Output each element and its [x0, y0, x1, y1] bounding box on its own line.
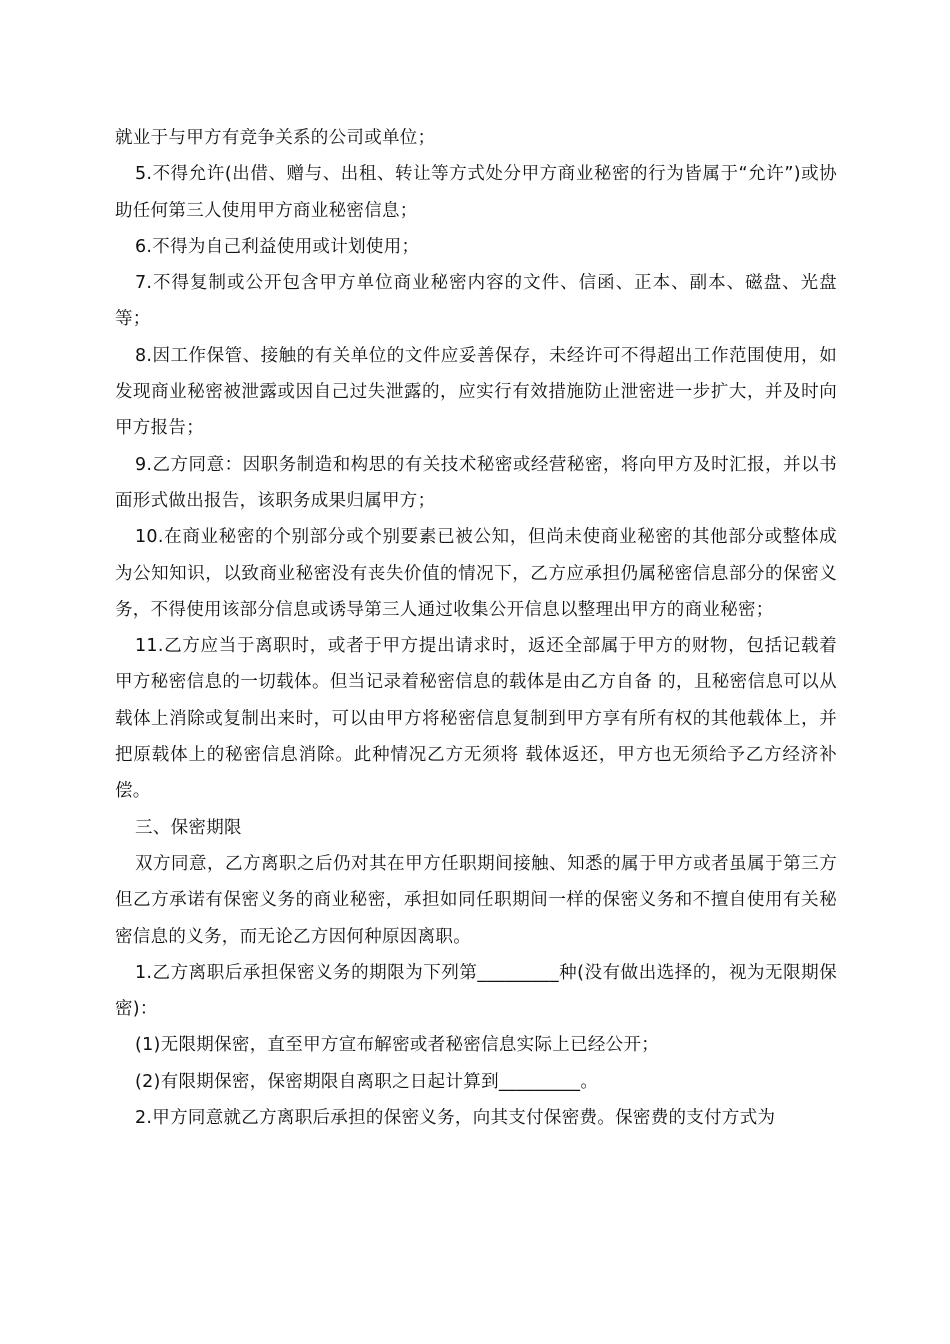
paragraph-clause-9: 9.乙方同意：因职务制造和构思的有关技术秘密或经营秘密，将向甲方及时汇报，并以书面形式做出报告，该职务成果归属甲方； — [115, 454, 837, 511]
paragraph-mutual-agreement: 双方同意，乙方离职之后仍对其在甲方任职期间接触、知悉的属于甲方或者虽属于第三方但乙方承诺有保密义务的商业秘密，承担如同任职期间一样的保密义务和不擅自使用有关秘密信息的义务，而无论乙方因何种原因离职。 — [115, 853, 837, 947]
paragraph-term-1: 1.乙方离职后承担保密义务的期限为下列第_________种(没有做出选择的，视为无限期保密)： — [115, 962, 837, 1020]
paragraph-term-2: 2.甲方同意就乙方离职后承担的保密义务，向其支付保密费。保密费的支付方式为 — [135, 1108, 776, 1129]
document-body — [115, 120, 837, 1136]
paragraph-clause-11: 11.乙方应当于离职时，或者于甲方提出请求时，返还全部属于甲方的财物，包括记载着甲方秘密信息的一切载体。但当记录着秘密信息的载体是由乙方自备 的，且秘密信息可以从载体上消除或复制出来时，可以由甲方将秘密信息复制到甲方享有所有权的其他载体上，并把原载体上的秘密信息消除。此种情况乙方无须将 载体返还，甲方也无须给予乙方经济补偿。 — [115, 636, 837, 802]
section-heading-confidentiality-period: 三、保密期限 — [135, 817, 242, 838]
paragraph-clause-5: 5.不得允许(出借、赠与、出租、转让等方式处分甲方商业秘密的行为皆属于“允许”)或协助任何第三人使用甲方商业秘密信息； — [115, 164, 837, 221]
paragraph-clause-10: 10.在商业秘密的个别部分或个别要素已被公知，但尚未使商业秘密的其他部分或整体成为公知知识，以致商业秘密没有丧失价值的情况下，乙方应承担仍属秘密信息部分的保密义务，不得使用该部分信息或诱导第三人通过收集公开信息以整理出甲方的商业秘密； — [115, 527, 837, 620]
paragraph-clause-7: 7.不得复制或公开包含甲方单位商业秘密内容的文件、信函、正本、副本、磁盘、光盘等； — [115, 273, 837, 330]
paragraph-option-2: (2)有限期保密，保密期限自离职之日起计算到_________。 — [135, 1071, 599, 1092]
paragraph-clause-6: 6.不得为自己利益使用或计划使用； — [135, 236, 420, 257]
paragraph-clause-8: 8.因工作保管、接触的有关单位的文件应妥善保存，未经许可不得超出工作范围使用，如发现商业秘密被泄露或因自己过失泄露的，应实行有效措施防止泄密进一步扩大，并及时向甲方报告； — [115, 345, 837, 439]
paragraph-employment-competitor: 就业于与甲方有竞争关系的公司或单位； — [115, 128, 436, 148]
paragraph-option-1: (1)无限期保密，直至甲方宣布解密或者秘密信息实际上已经公开； — [135, 1035, 660, 1056]
